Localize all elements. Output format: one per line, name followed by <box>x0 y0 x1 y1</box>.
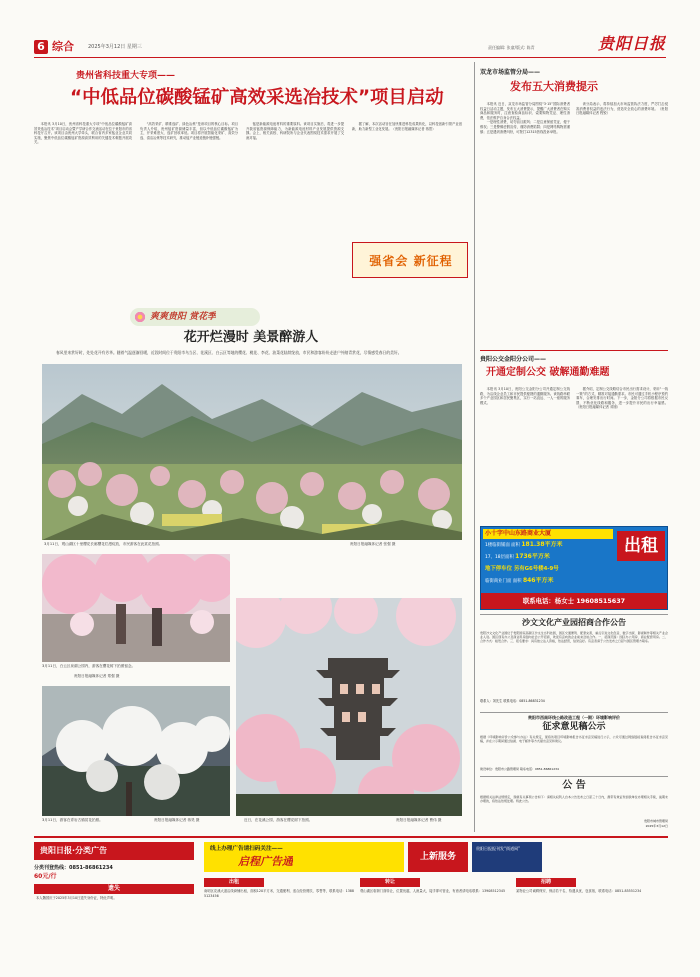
rent-ad <box>480 526 668 610</box>
classified-item-1 <box>34 884 194 924</box>
bottom-right-caption: 近日，在花溪公园，游客在樱花树下拍照。 <box>244 818 313 822</box>
classified-price: 60元/行 <box>34 873 57 880</box>
classified-item-3-text: 观山湖区临街门面转让，位置优越，人流量大，接手即可营业，有意者请电话联系：13908512345 <box>360 889 506 893</box>
lead-body-col-2: “高效采矿、精准选矿、绿色冶炼”是该项目的核心目标。项目负责人介绍，贵州锰矿资源储量丰富，但以中低品位碳酸锰矿为主，开采难度大、选矿回收率低。项目将开展智能化采矿、高效分选、清洁冶炼等技术研究，推动锰产业链延链补链强链。 <box>140 122 238 140</box>
rent-ad-row-1 <box>485 541 615 550</box>
classified-new-service: 上新服务 <box>408 842 468 872</box>
rent-ad-row-1-label: 1楼临街铺面 面积 <box>485 543 520 548</box>
page-number: 6 <box>34 40 48 54</box>
classified-logo: 贵阳日报·分类广告 <box>34 842 194 860</box>
lead-body-col-1: 本报讯 3月10日，贵州省科技重大专项“中低品位碳酸锰矿高效采选冶技术”项目启动会暨产学研合作交流活动在位于贵阳市的省科技厅召开。该项目由贵州大学牵头，联合省内多家锰业企业共同实施，聚焦中低品位碳酸锰矿资源高效利用的关键技术难题开展攻关。 <box>34 122 132 145</box>
classified-section <box>34 836 668 972</box>
feature-intro: 春风里来赏好时，处处花开有芳华。随着气温逐渐回暖，近段时间位于贵阳市乌当区、花溪区、白云区等地的樱花、桃花、李花、油菜花陆续绽放，市民和游客纷纷走进户外踏青赏花，尽情感受春日的美好。 <box>56 350 402 355</box>
lead-story <box>34 62 468 304</box>
classified-hotline-number: 0851-86861234 <box>69 865 113 871</box>
classified-item-4-title: 招聘 <box>516 878 576 887</box>
right-mid-col-1: 本报讯 3月10日，贵阳公交金阳分公司开通定制公交线路，为沿线企业员工和市民提供便捷的通勤服务。该线路串联多个产业园区和居民聚集区，实行一站直达、一人一座的服务模式。 <box>480 387 570 405</box>
notice-1-body: 贵阳沙文文化产业园位于贵阳国家高新区沙文生态科技园，园区交通便利、配套完善，重点引进文化创意、数字出版、影视制作等相关产业企业入驻。园区现有办公及商业用房面向社会公开招商，欢迎有意向的企业前来洽谈合作。一、招商范围：园区办公用房、商业配套用房。二、合作方式：租赁合作。三、报名要求：具有独立法人资格，依法经营，信誉良好。有意者请于公告发布之日起与园区管理方联系。 <box>480 631 668 644</box>
classified-item-2-text: 南明区花溪大道沿线商铺出租，面积120平方米，交通便利，适合经营餐饮、零售等，联系电话：13885123456 <box>204 889 354 898</box>
bottom-left-credit: 贵阳日报融媒体记者 蒋昊 摄 <box>154 818 200 822</box>
classified-item-3-title: 转让 <box>360 878 420 887</box>
small-photo-credit: 贵阳日报融媒体记者 郑强 摄 <box>74 674 120 678</box>
rent-ad-row-2-value: 1736平方米 <box>515 553 550 560</box>
notice-2-contact: 建设单位：贵阳市公路管理局 联系电话：0851-86861234 <box>480 767 559 771</box>
issue-date: 2025年3月12日 星期三 <box>88 44 142 50</box>
rent-ad-row-4 <box>485 577 665 586</box>
bottom-right-credit: 贵阳日报融媒体记者 曹伟 摄 <box>396 818 442 822</box>
notice-public <box>480 776 668 832</box>
lead-kicker: 贵州省科技重大专项—— <box>76 71 176 81</box>
slogan-box <box>352 242 468 278</box>
classified-banner-line-2: 启程广告通 <box>238 855 293 868</box>
main-photo-caption: 3月11日，观山湖区十里樱花长廊樱花烂漫绽放，市民游客在此赏花拍照。 <box>44 542 163 546</box>
notice-env-assessment <box>480 712 668 774</box>
bottom-left-caption: 3月11日，游客在青岩古镇赏花拍照。 <box>42 818 103 822</box>
right-top-col-1: 本报讯 近日，双龙市场监管分局围绕“3·15”国际消费者权益日活动主题，发布五大消费提示，提醒广大消费者在购买商品和服务时，注意查验商品标识、索要购物凭证、理性消费，依法维护自身合法权益。 一是理性消费，切勿盲目跟风；二是注意保留凭证，便于维权；三是警惕虚假宣传，谨防消费陷阱；四是网络购物需谨慎；五是遇到消费纠纷，可拨打12315热线投诉举报。 <box>480 102 570 134</box>
right-mid-story <box>480 350 668 524</box>
notice-2-body: 根据《环境影响评价公众参与办法》有关规定，现将该项目环境影响报告书征求意见稿进行公示，公众可通过网络链接查阅报告书征求意见稿，并在公示期间通过信函、电子邮件等方式提出意见和建议。 <box>480 735 668 744</box>
masthead-rule <box>34 57 666 58</box>
section-name: 综合 <box>52 40 74 53</box>
rent-ad-contact: 联系电话：杨女士 19608515637 <box>481 593 667 609</box>
notice-1-title: 沙文文化产业园招商合作公告 <box>522 618 626 627</box>
feature-headline: 花开烂漫时 美景醉游人 <box>183 330 319 345</box>
right-mid-col-2: 据介绍，定制公交线路结合市民出行需求设计，采用“一线一策”的方式，精准对接通勤需求。市民可通过手机小程序预约乘车，合理安排出行时间。下一步，金阳分公司将根据市民反馈，不断优化线路和服务，进一步提升市民的出行幸福感。（贵阳日报融媒体记者 邓刚） <box>576 387 668 410</box>
rent-ad-row-3: 地下停车位 另有G6号楼4-9号 <box>485 566 559 572</box>
lead-headline: “中低品位碳酸锰矿高效采选冶技术”项目启动 <box>70 87 444 108</box>
bottom-right-photo <box>236 598 462 816</box>
masthead <box>0 0 700 58</box>
main-photo-credit: 贵阳日报融媒体记者 张强 摄 <box>350 542 396 546</box>
notice-cultural-park <box>480 614 668 710</box>
classified-hotline <box>34 864 194 872</box>
rent-ad-row-1-value: 181.38平方米 <box>521 541 563 548</box>
white-blossom-image <box>42 686 230 816</box>
notice-1-contact: 联系人：刘先生 联系电话：0851-86831234 <box>480 699 545 703</box>
classified-banner <box>204 842 404 872</box>
cherry-blossom-image <box>42 554 230 662</box>
rent-ad-row-4-value: 846平方米 <box>522 577 554 584</box>
notice-3-signature: 贵阳市城市管理局 <box>643 819 668 823</box>
notice-3-body: 根据相关法律法规规定，现就有关事项公告如下：请相关权利人自本公告发布之日起三十日内，携带有效证件到我单位办理相关手续，逾期未办理的，将依法依规处理。特此公告。 <box>480 795 668 804</box>
rent-ad-row-4-label: 临街商业门面 面积 <box>485 579 522 584</box>
notice-2-title-small: 贵阳市西南环线公路改造工程（一期）环境影响评价 <box>528 715 620 720</box>
feature-tag-text: 爽爽贵阳 赏花季 <box>150 312 217 322</box>
classified-hotline-label: 分类刊登热线： <box>34 865 70 871</box>
classified-side: 贵阳日报报刊发“街道网” <box>472 842 542 872</box>
feature-section <box>34 300 468 832</box>
classified-item-4 <box>516 878 668 968</box>
pagoda-blossom-image <box>236 598 462 816</box>
masthead-logo: 贵阳日报 <box>598 34 667 53</box>
right-top-story <box>480 62 668 352</box>
right-top-col-2: 该分局表示，将持续加大市场监管执法力度，严厉打击侵害消费者权益的违法行为，营造安全放心的消费环境。（贵阳日报融媒体记者 程锐） <box>576 102 668 116</box>
notice-2-title: 征求意见稿公示 <box>542 722 606 732</box>
bottom-left-photo <box>42 686 230 816</box>
classified-item-4-text: 某物业公司诚聘保安、保洁若干名，待遇从优，包食宿，联系电话：0851-85551234 <box>516 889 642 893</box>
classified-item-1-text: 本人魏国庆于2025年3月10日遗失身份证，特此声明。 <box>36 896 117 900</box>
flower-icon <box>134 311 146 323</box>
classified-item-2-title: 出租 <box>204 878 264 887</box>
classified-item-2 <box>204 878 354 968</box>
right-top-headline: 发布五大消费提示 <box>510 80 598 93</box>
rent-ad-title: 小十字中山东路商业大厦 <box>483 529 613 539</box>
notice-3-date: 2025年3月12日 <box>645 824 668 828</box>
notice-3-title: 公 告 <box>562 780 586 791</box>
small-photo <box>42 554 230 662</box>
right-mid-kicker: 贵阳公交金阳分公司—— <box>480 356 547 363</box>
column-divider <box>474 62 475 832</box>
slogan-text: 强省会 新征程 <box>369 254 453 268</box>
right-mid-headline: 开通定制公交 破解通勤难题 <box>486 367 610 378</box>
spring-landscape-image <box>42 364 462 540</box>
rent-ad-big: 出租 <box>617 531 665 561</box>
right-top-kicker: 双龙市场监管分局—— <box>480 69 541 76</box>
small-photo-caption: 3月11日，白云区泉湖公园内，游客在樱花树下拍照留念。 <box>42 664 136 668</box>
classified-item-3 <box>360 878 510 968</box>
classified-banner-line-1: 线上办理广告请扫码关注—— <box>210 846 283 852</box>
main-photo <box>42 364 462 540</box>
rent-ad-row-2 <box>485 553 615 562</box>
classified-item-1-title: 遗失 <box>34 884 194 894</box>
feature-tag <box>130 308 260 326</box>
lead-body-col-4: 据了解，本次活动旨在加快推进科技成果转化，以科技创新引领产业创新，助力新型工业化发展。（贵阳日报融媒体记者 蒋思） <box>352 122 462 131</box>
editors: 责任编辑: 张童/版式: 陈青 <box>488 45 535 50</box>
lead-body-col-3: 锰是新能源电池材料的重要原料。该项目实施后，将进一步提升我省锰资源保障能力，为新能源电池材料产业发展提供资源支撑。会上，相关高校、科研院所与企业代表围绕技术需求开展了交流对接。 <box>246 122 344 140</box>
rent-ad-row-2-label: 17、18层面积 <box>485 555 514 560</box>
